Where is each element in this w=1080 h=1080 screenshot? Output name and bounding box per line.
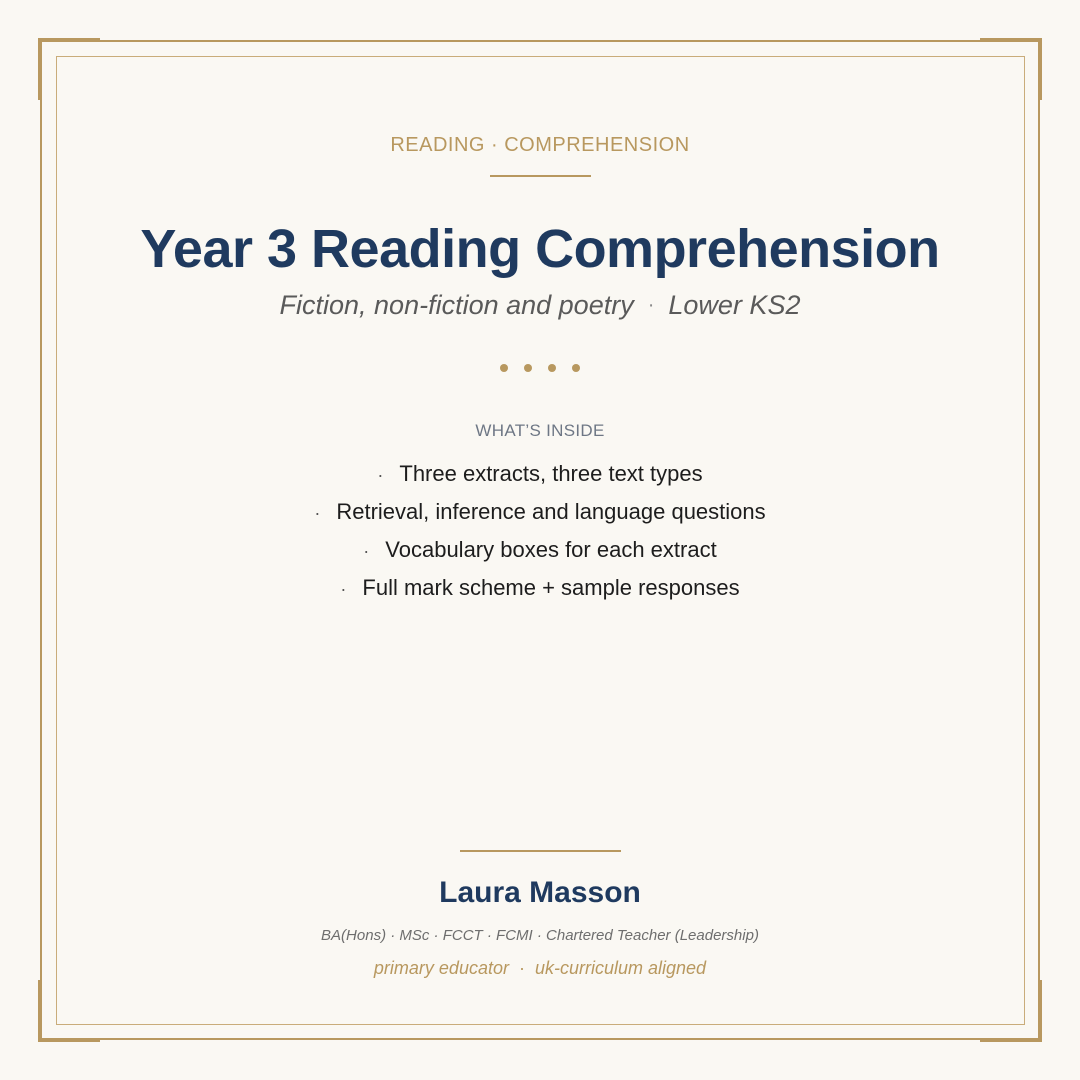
tagline-separator: · — [518, 958, 525, 978]
tagline-primary: primary educator — [373, 958, 509, 978]
subtitle-secondary: Lower KS2 — [668, 290, 801, 320]
dot-ornament — [524, 364, 532, 372]
corner-ornament-bottom-left — [38, 980, 100, 1042]
dot-ornament — [572, 364, 580, 372]
author-divider — [460, 850, 621, 852]
category-eyebrow: READING · COMPREHENSION — [390, 134, 690, 156]
subtitle-primary: Fiction, non-fiction and poetry — [279, 290, 634, 320]
list-item-text: Three extracts, three text types — [399, 461, 703, 486]
dot-ornament — [548, 364, 556, 372]
author-name: Laura Masson — [439, 876, 641, 909]
list-item — [0, 569, 1080, 607]
subtitle-separator: · — [647, 294, 655, 316]
bullet-icon: · — [314, 503, 321, 523]
list-item-text: Vocabulary boxes for each extract — [385, 537, 717, 562]
author-credentials: BA(Hons) · MSc · FCCT · FCMI · Chartered Teacher (Leadership) — [321, 927, 759, 944]
corner-ornament-top-left — [38, 38, 100, 100]
dot-ornament — [500, 364, 508, 372]
corner-ornament-top-right — [980, 38, 1042, 100]
list-item — [0, 493, 1080, 531]
bullet-icon: · — [340, 579, 347, 599]
contents-label: WHAT’S INSIDE — [475, 421, 605, 440]
bullet-icon: · — [377, 465, 384, 485]
page-title: Year 3 Reading Comprehension — [140, 219, 940, 279]
feature-list — [0, 455, 1080, 607]
corner-ornament-bottom-right — [980, 980, 1042, 1042]
author-tagline — [0, 958, 1080, 979]
list-item-text: Retrieval, inference and language questions — [336, 499, 766, 524]
eyebrow-divider — [490, 175, 591, 177]
bullet-icon: · — [363, 541, 370, 561]
list-item — [0, 531, 1080, 569]
tagline-secondary: uk-curriculum aligned — [534, 958, 707, 978]
list-item — [0, 455, 1080, 493]
list-item-text: Full mark scheme + sample responses — [362, 575, 740, 600]
decorative-dots — [0, 364, 1080, 372]
subtitle — [0, 290, 1080, 321]
